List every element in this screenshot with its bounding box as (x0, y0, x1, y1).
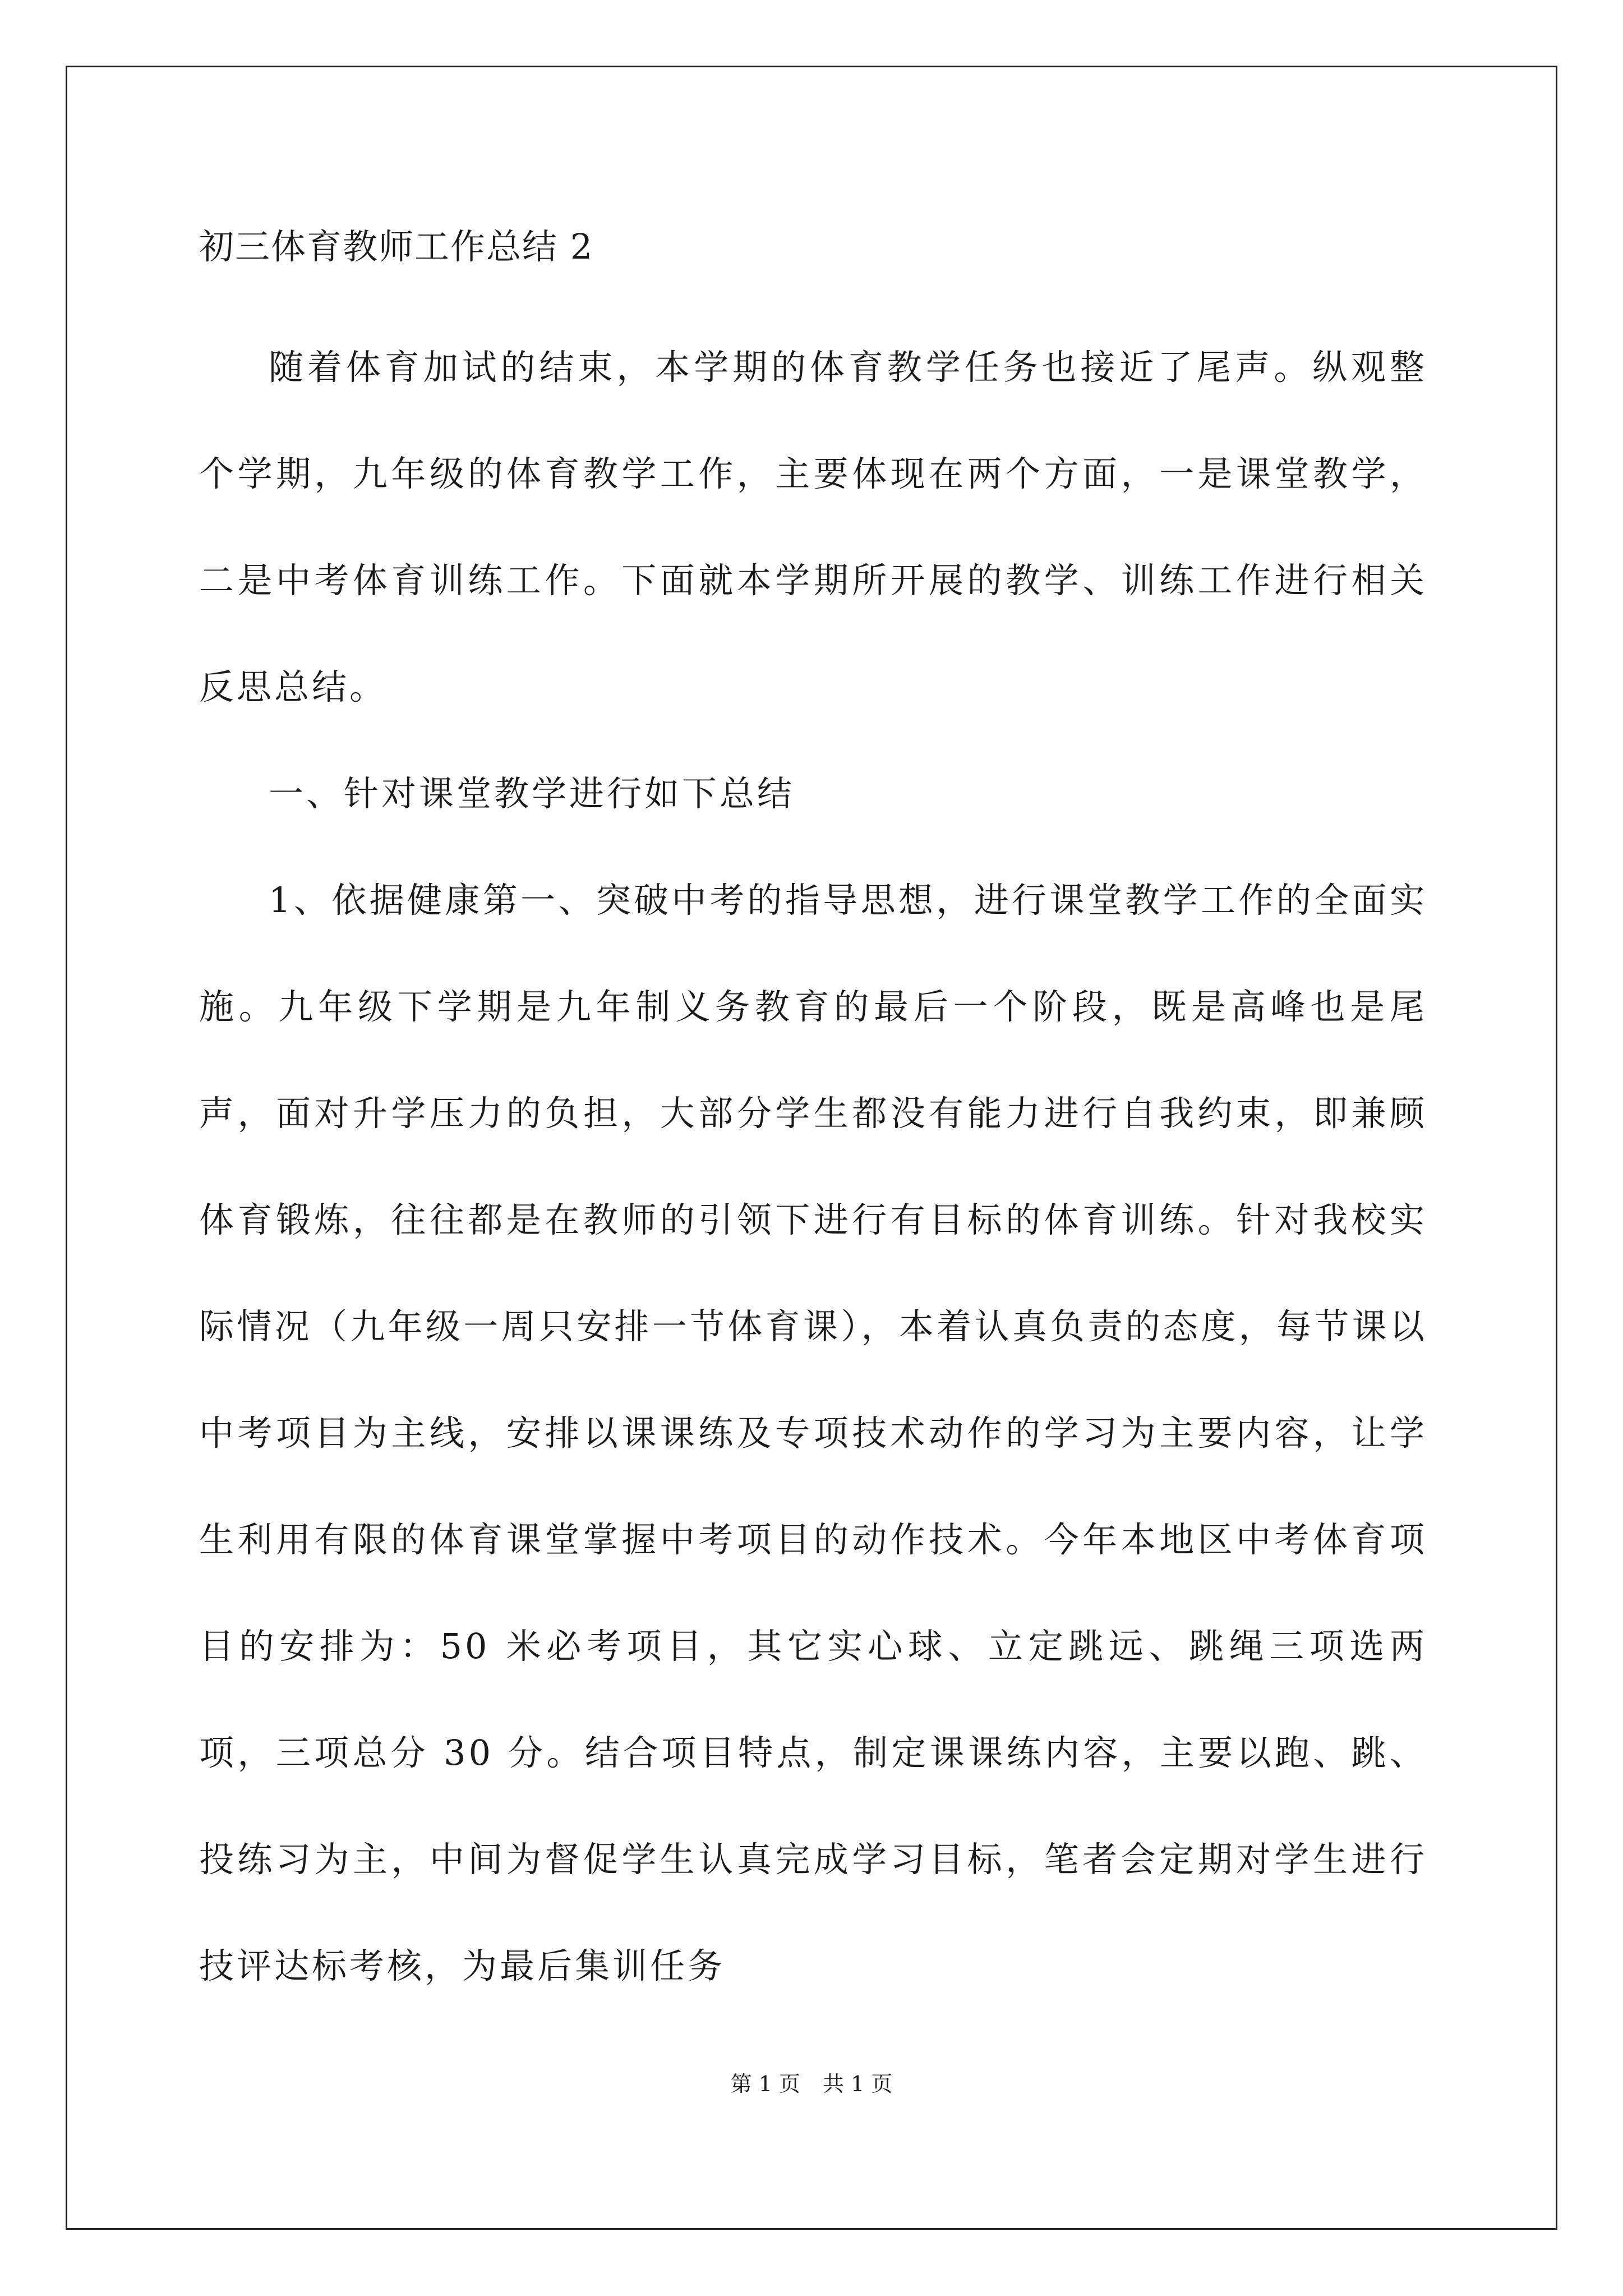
page-total: 共 1 页 (823, 2072, 893, 2096)
document-body (199, 213, 1427, 2019)
paragraph-point-1: 1、依据健康第一、突破中考的指导思想，进行课堂教学工作的全面实施。九年级下学期是九年制义务教育的最后一个阶段，既是高峰也是尾声，面对升学压力的负担，大部分学生都没有能力进行自我约束，即兼顾体育锻炼，往往都是在教师的引领下进行有目标的体育训练。针对我校实际情况（九年级一周只安排一节体育课），本着认真负责的态度，每节课以中考项目为主线，安排以课课练及专项技术动作的学习为主要内容，让学生利用有限的体育课堂掌握中考项目的动作技术。今年本地区中考体育项目的安排为：50 米必考项目，其它实心球、立定跳远、跳绳三项选两项，三项总分 30 分。结合项目特点，制定课课练内容，主要以跑、跳、投练习为主，中间为督促学生认真完成学习目标，笔者会定期对学生进行技评达标考核，为最后集训任务 (199, 880, 1427, 1986)
page-footer (0, 2070, 1623, 2098)
page-number: 第 1 页 (730, 2072, 800, 2096)
document-title: 初三体育教师工作总结 2 (199, 226, 594, 267)
paragraph-intro: 随着体育加试的结束，本学期的体育教学任务也接近了尾声。纵观整个学期，九年级的体育教学工作，主要体现在两个方面，一是课堂教学，二是中考体育训练工作。下面就本学期所开展的教学、训练工作进行相关反思总结。 (199, 347, 1427, 707)
section-heading-classroom-teaching: 一、针对课堂教学进行如下总结 (269, 773, 795, 814)
